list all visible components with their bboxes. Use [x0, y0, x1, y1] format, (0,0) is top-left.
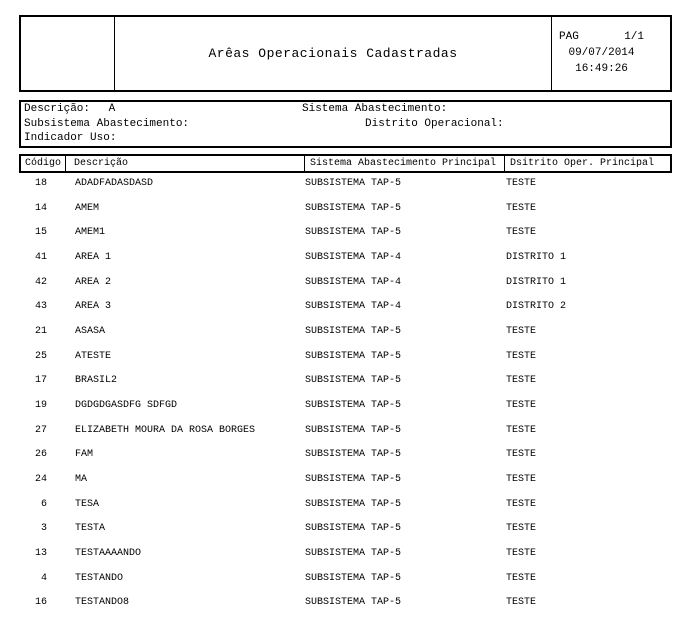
cell-sistema: SUBSISTEMA TAP-5	[305, 177, 402, 189]
subsistema-filter-label: Subsistema Abastecimento:	[24, 117, 190, 130]
cell-distrito: TESTE	[506, 449, 537, 461]
sistema-filter-label: Sistema Abastecimento:	[302, 103, 448, 115]
page-info-box	[552, 17, 670, 90]
cell-distrito: TESTE	[506, 177, 537, 189]
cell-descricao: AREA 1	[75, 251, 112, 263]
report-date: 09/07/2014	[568, 47, 635, 59]
cell-sistema: SUBSISTEMA TAP-5	[305, 202, 402, 214]
cell-codigo: 15	[34, 227, 47, 239]
cell-codigo: 16	[34, 597, 47, 609]
filter-line-2	[21, 117, 670, 132]
cell-sistema: SUBSISTEMA TAP-5	[305, 325, 402, 337]
cell-descricao: ATESTE	[75, 350, 112, 362]
cell-codigo: 43	[34, 301, 47, 313]
cell-codigo: 18	[34, 177, 47, 189]
cell-sistema: SUBSISTEMA TAP-5	[305, 227, 402, 239]
cell-sistema: SUBSISTEMA TAP-5	[305, 572, 402, 584]
indicador-filter-label: Indicador Uso:	[24, 132, 117, 145]
pag-value: 1/1	[624, 31, 644, 43]
cell-distrito: TESTE	[506, 424, 537, 436]
column-header-distrito: Dsitrito Oper. Principal	[510, 158, 655, 169]
cell-descricao: TESTA	[75, 523, 106, 535]
table-row	[0, 393, 696, 418]
table-row	[0, 418, 696, 443]
table-row	[0, 171, 696, 196]
column-header-descricao: Descrição	[66, 156, 305, 171]
cell-codigo: 4	[40, 572, 47, 584]
logo-placeholder	[21, 17, 115, 90]
cell-distrito: TESTE	[506, 202, 537, 214]
cell-distrito: TESTE	[506, 523, 537, 535]
cell-codigo: 13	[34, 547, 47, 559]
cell-codigo: 42	[34, 276, 47, 288]
filters-panel	[19, 100, 672, 148]
cell-distrito: TESTE	[506, 325, 537, 337]
table-row	[0, 590, 696, 615]
cell-distrito: TESTE	[506, 375, 537, 387]
cell-descricao: AREA 2	[75, 276, 112, 288]
cell-descricao: TESA	[75, 498, 100, 510]
cell-distrito: TESTE	[506, 473, 537, 485]
cell-descricao: TESTANDO8	[75, 597, 130, 609]
cell-sistema: SUBSISTEMA TAP-5	[305, 473, 402, 485]
descricao-filter-label: Descrição:	[24, 103, 91, 115]
cell-descricao: AMEM	[75, 202, 100, 214]
table-row	[0, 196, 696, 221]
descricao-filter-value: A	[108, 103, 116, 115]
cell-distrito: TESTE	[506, 547, 537, 559]
cell-codigo: 3	[40, 523, 47, 535]
cell-sistema: SUBSISTEMA TAP-4	[305, 251, 402, 263]
cell-codigo: 17	[34, 375, 47, 387]
cell-descricao: TESTANDO	[75, 572, 124, 584]
cell-sistema: SUBSISTEMA TAP-5	[305, 597, 402, 609]
cell-codigo: 6	[40, 498, 47, 510]
cell-sistema: SUBSISTEMA TAP-5	[305, 375, 402, 387]
pag-label: PAG	[559, 31, 579, 43]
table-row	[0, 492, 696, 517]
table-row	[0, 566, 696, 591]
table-row	[0, 467, 696, 492]
cell-distrito: DISTRITO 1	[506, 251, 567, 263]
report-header	[19, 15, 672, 92]
table-row	[0, 220, 696, 245]
report-time: 16:49:26	[575, 63, 628, 75]
filter-line-3	[21, 131, 670, 146]
table-row	[0, 541, 696, 566]
cell-distrito: TESTE	[506, 572, 537, 584]
cell-descricao: FAM	[75, 449, 94, 461]
cell-distrito: TESTE	[506, 399, 537, 411]
cell-distrito: TESTE	[506, 498, 537, 510]
cell-codigo: 14	[34, 202, 47, 214]
table-row	[0, 270, 696, 295]
table-row	[0, 294, 696, 319]
cell-distrito: TESTE	[506, 350, 537, 362]
cell-codigo: 25	[34, 350, 47, 362]
table-row	[0, 516, 696, 541]
cell-distrito: DISTRITO 2	[506, 301, 567, 313]
cell-sistema: SUBSISTEMA TAP-5	[305, 350, 402, 362]
distrito-filter-label: Distrito Operacional:	[365, 117, 504, 130]
table-row	[0, 245, 696, 270]
cell-sistema: SUBSISTEMA TAP-5	[305, 523, 402, 535]
cell-distrito: TESTE	[506, 597, 537, 609]
cell-codigo: 21	[34, 325, 47, 337]
cell-descricao: BRASIL2	[75, 375, 118, 387]
title-cell	[115, 17, 552, 90]
cell-distrito: DISTRITO 1	[506, 276, 567, 288]
table-row	[0, 442, 696, 467]
cell-descricao: MA	[75, 473, 88, 485]
cell-codigo: 24	[34, 473, 47, 485]
column-header-codigo: Código	[21, 156, 66, 171]
page-title: Arêas Operacionais Cadastradas	[208, 46, 458, 61]
cell-sistema: SUBSISTEMA TAP-5	[305, 399, 402, 411]
cell-codigo: 27	[34, 424, 47, 436]
cell-sistema: SUBSISTEMA TAP-5	[305, 547, 402, 559]
cell-descricao: ASASA	[75, 325, 106, 337]
page-number-line	[559, 29, 644, 45]
table-body	[0, 171, 696, 615]
filter-line-1	[21, 102, 670, 117]
cell-descricao: TESTAAAANDO	[75, 547, 142, 559]
table-row	[0, 319, 696, 344]
cell-sistema: SUBSISTEMA TAP-4	[305, 276, 402, 288]
cell-codigo: 19	[34, 399, 47, 411]
cell-sistema: SUBSISTEMA TAP-5	[305, 424, 402, 436]
cell-codigo: 26	[34, 449, 47, 461]
cell-sistema: SUBSISTEMA TAP-5	[305, 498, 402, 510]
cell-descricao: ELIZABETH MOURA DA ROSA BORGES	[75, 424, 256, 436]
cell-descricao: DGDGDGASDFG SDFGD	[75, 399, 178, 411]
cell-distrito: TESTE	[506, 227, 537, 239]
table-row	[0, 344, 696, 369]
cell-descricao: AMEM1	[75, 227, 106, 239]
cell-descricao: ADADFADASDASD	[75, 177, 154, 189]
cell-descricao: AREA 3	[75, 301, 112, 313]
cell-sistema: SUBSISTEMA TAP-5	[305, 449, 402, 461]
column-header-sistema: Sistema Abastecimento Principal	[305, 156, 505, 171]
cell-codigo: 41	[34, 251, 47, 263]
table-row	[0, 368, 696, 393]
cell-sistema: SUBSISTEMA TAP-4	[305, 301, 402, 313]
